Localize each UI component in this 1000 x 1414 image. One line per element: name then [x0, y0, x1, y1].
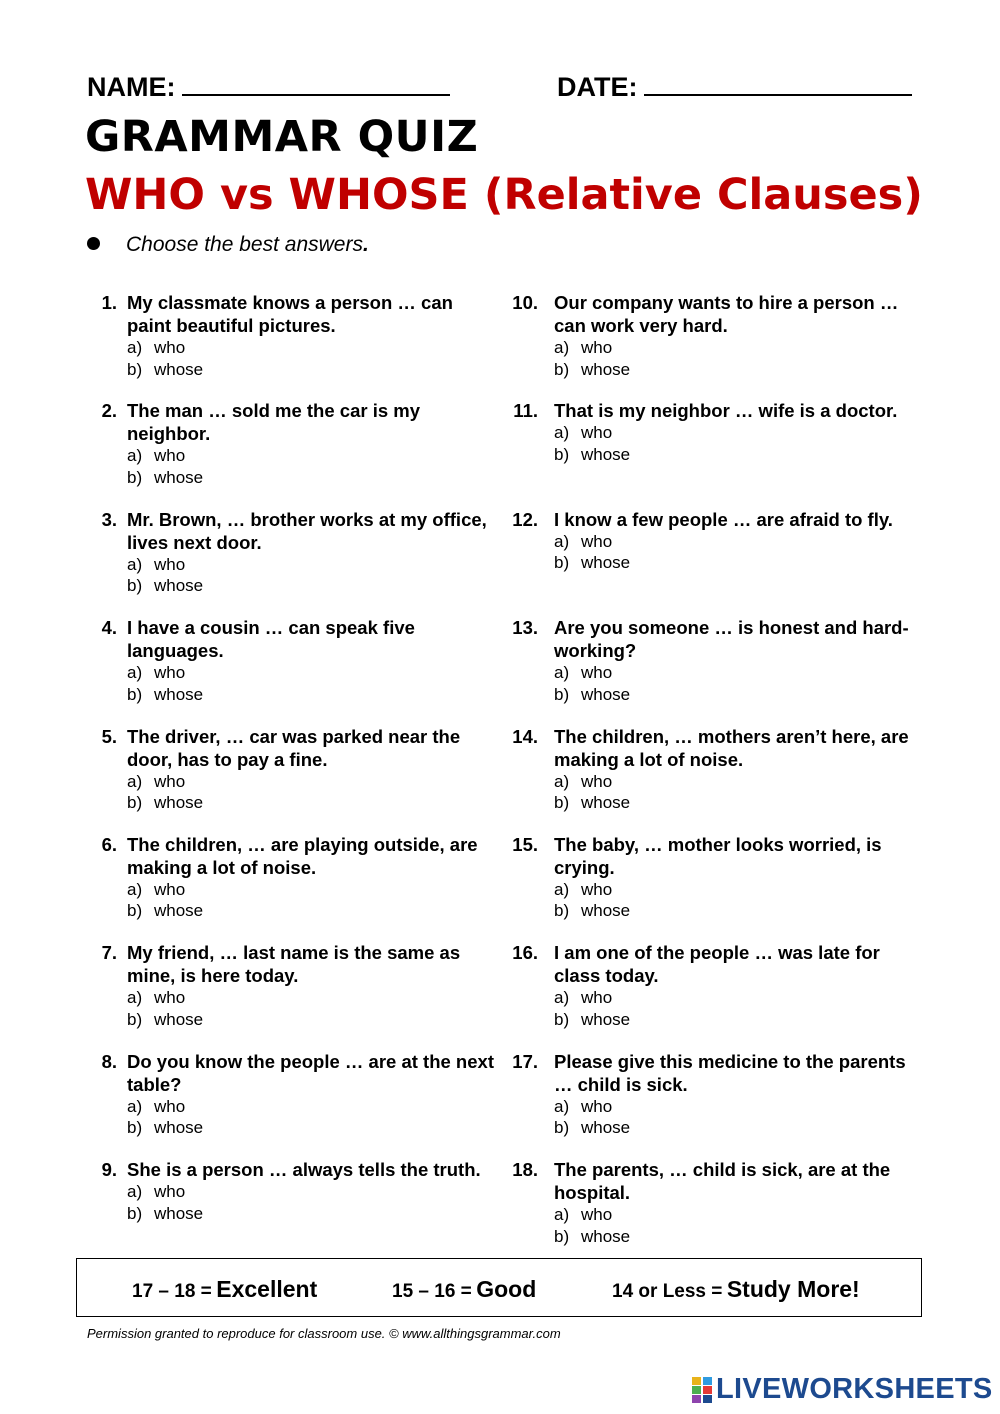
option-text: who: [581, 1096, 613, 1116]
option-text: who: [581, 338, 613, 357]
instruction-text: Choose the best answers: [126, 233, 363, 256]
option-text: who: [154, 554, 186, 574]
option-letter: a): [127, 879, 143, 899]
question-text: Please give this medicine to the parents … child is sick.: [554, 1050, 906, 1095]
answer-option[interactable]: [554, 771, 914, 793]
question-body: [127, 399, 497, 488]
answer-option[interactable]: [554, 1009, 914, 1031]
date-label: DATE:: [557, 72, 638, 102]
question-text: The parents, … child is sick, are at the hospital.: [554, 1159, 891, 1204]
question-text: That is my neighbor … wife is a doctor.: [554, 400, 898, 422]
question-body: [554, 616, 914, 705]
question-body: [554, 1158, 914, 1247]
questions-column-right: [500, 291, 920, 1267]
option-letter: a): [127, 988, 143, 1008]
answer-option[interactable]: [554, 359, 914, 381]
answer-option[interactable]: [127, 900, 497, 922]
option-text: whose: [154, 359, 204, 379]
option-text: who: [154, 1182, 186, 1202]
option-letter: b): [554, 359, 570, 379]
answer-option[interactable]: [127, 662, 497, 684]
question-body: [127, 1050, 497, 1139]
answer-option[interactable]: [127, 1181, 497, 1203]
answer-option[interactable]: [554, 444, 914, 466]
question-body: [554, 291, 914, 380]
score-good: [392, 1276, 536, 1303]
question-text: I know a few people … are afraid to fly.: [554, 508, 893, 530]
question-text: The man … sold me the car is my neighbor.: [127, 400, 421, 445]
question-body: [554, 725, 914, 814]
option-letter: b): [127, 1118, 143, 1138]
option-text: who: [581, 879, 613, 899]
question-item: [500, 833, 920, 941]
questions-column-left: [87, 291, 507, 1267]
option-letter: b): [554, 444, 570, 464]
option-text: who: [154, 1096, 186, 1116]
answer-option[interactable]: [554, 552, 914, 574]
question-body: [127, 291, 497, 380]
question-number: 7.: [101, 942, 117, 964]
date-blank-line[interactable]: [644, 70, 912, 96]
question-item: [87, 399, 507, 507]
answer-option[interactable]: [554, 1226, 914, 1248]
answer-option[interactable]: [554, 1117, 914, 1139]
option-letter: a): [554, 663, 570, 683]
option-text: whose: [154, 1118, 204, 1138]
question-text: Do you know the people … are at the next table?: [127, 1050, 494, 1095]
answer-option[interactable]: [127, 1117, 497, 1139]
question-number: 1.: [101, 292, 117, 313]
answer-option[interactable]: [554, 662, 914, 684]
option-text: whose: [154, 901, 204, 921]
option-letter: a): [554, 879, 570, 899]
option-text: whose: [581, 553, 631, 573]
answer-option[interactable]: [127, 575, 497, 597]
question-body: [127, 1158, 497, 1224]
score-label: Good: [476, 1276, 537, 1302]
question-number: 12.: [512, 508, 538, 530]
question-body: [127, 508, 497, 597]
answer-option[interactable]: [127, 554, 497, 576]
answer-option[interactable]: [127, 1009, 497, 1031]
option-letter: a): [554, 1096, 570, 1116]
question-text: I have a cousin … can speak five languages.: [127, 617, 415, 662]
page-subtitle: WHO vs WHOSE (Relative Clauses): [85, 170, 923, 220]
question-item: [500, 941, 920, 1049]
option-letter: a): [127, 1096, 143, 1116]
question-number: 14.: [512, 725, 538, 747]
answer-option[interactable]: [554, 792, 914, 814]
answer-option[interactable]: [554, 987, 914, 1009]
brand-name: LIVEWORKSHEETS: [716, 1373, 993, 1405]
option-letter: a): [127, 554, 143, 574]
option-letter: a): [554, 338, 570, 357]
score-excellent: [132, 1276, 317, 1303]
option-letter: a): [127, 771, 143, 791]
option-text: whose: [154, 1009, 204, 1029]
answer-option[interactable]: [554, 684, 914, 706]
question-item: [87, 291, 507, 399]
answer-option[interactable]: [554, 1096, 914, 1118]
option-text: who: [581, 663, 613, 683]
question-text: The baby, … mother looks worried, is crying.: [554, 833, 882, 878]
question-number: 18.: [512, 1159, 538, 1181]
question-item: [500, 725, 920, 833]
option-letter: a): [554, 1205, 570, 1225]
question-number: 15.: [512, 833, 538, 855]
question-number: 13.: [512, 617, 538, 639]
option-text: whose: [581, 1226, 631, 1246]
question-number: 9.: [101, 1159, 117, 1181]
score-range: 14 or Less =: [612, 1281, 723, 1302]
option-text: who: [581, 423, 613, 443]
option-letter: a): [554, 423, 570, 443]
answer-option[interactable]: [127, 467, 497, 489]
question-number: 2.: [101, 400, 117, 422]
option-text: who: [154, 988, 186, 1008]
option-letter: a): [127, 446, 143, 466]
question-body: [554, 399, 914, 465]
question-item: [87, 508, 507, 616]
question-body: [127, 941, 497, 1030]
question-text: I am one of the people … was late for class today.: [554, 942, 880, 987]
answer-option[interactable]: [127, 359, 497, 381]
option-letter: b): [127, 684, 143, 704]
question-number: 5.: [101, 725, 117, 747]
question-text: She is a person … always tells the truth.: [127, 1159, 481, 1181]
question-body: [554, 941, 914, 1030]
name-label: NAME:: [87, 72, 176, 102]
permission-footer: Permission granted to reproduce for classroom use. © www.allthingsgrammar.com: [87, 1326, 561, 1341]
bullet-icon: [87, 237, 100, 250]
option-text: whose: [154, 684, 204, 704]
score-study-more: [612, 1276, 860, 1303]
answer-option[interactable]: [127, 1096, 497, 1118]
option-letter: b): [554, 901, 570, 921]
date-field: [557, 70, 912, 103]
option-text: who: [154, 663, 186, 683]
question-item: [87, 616, 507, 724]
answer-option[interactable]: [127, 1203, 497, 1225]
option-text: whose: [581, 1009, 631, 1029]
answer-option[interactable]: [127, 792, 497, 814]
answer-option[interactable]: [554, 422, 914, 444]
answer-option[interactable]: [127, 684, 497, 706]
option-text: whose: [581, 359, 631, 379]
option-text: whose: [581, 1118, 631, 1138]
answer-option[interactable]: [554, 531, 914, 553]
option-letter: b): [554, 1226, 570, 1246]
answer-option[interactable]: [554, 900, 914, 922]
score-range: 17 – 18 =: [132, 1281, 212, 1302]
question-item: [87, 725, 507, 833]
option-letter: b): [127, 901, 143, 921]
option-letter: a): [554, 988, 570, 1008]
question-body: [127, 616, 497, 705]
option-text: who: [154, 446, 186, 466]
question-number: 8.: [101, 1050, 117, 1072]
question-item: [500, 291, 920, 399]
liveworksheets-logo-icon: [692, 1377, 712, 1403]
question-item: [87, 1158, 507, 1266]
option-text: whose: [154, 576, 204, 596]
option-letter: b): [127, 467, 143, 487]
option-text: whose: [154, 467, 204, 487]
answer-option[interactable]: [127, 337, 497, 359]
option-letter: b): [127, 576, 143, 596]
option-letter: b): [127, 1203, 143, 1223]
option-letter: a): [127, 1182, 143, 1202]
option-letter: b): [554, 684, 570, 704]
question-item: [500, 1158, 920, 1266]
answer-option[interactable]: [554, 1204, 914, 1226]
option-text: who: [154, 338, 186, 357]
option-letter: a): [127, 663, 143, 683]
option-letter: b): [554, 553, 570, 573]
question-text: Mr. Brown, … brother works at my office, lives next door.: [127, 508, 487, 553]
question-number: 6.: [101, 833, 117, 855]
option-letter: a): [554, 531, 570, 551]
option-text: whose: [581, 901, 631, 921]
answer-option[interactable]: [127, 771, 497, 793]
question-item: [87, 941, 507, 1049]
option-text: who: [581, 1205, 613, 1225]
option-letter: b): [554, 793, 570, 813]
option-text: who: [581, 531, 613, 551]
scoring-box: [76, 1258, 922, 1317]
answer-option[interactable]: [554, 337, 914, 359]
answer-option[interactable]: [127, 445, 497, 467]
question-item: [87, 1050, 507, 1158]
question-item: [87, 833, 507, 941]
option-text: whose: [581, 444, 631, 464]
question-body: [554, 508, 914, 574]
question-item: [500, 399, 920, 507]
option-text: whose: [581, 684, 631, 704]
answer-option[interactable]: [127, 987, 497, 1009]
option-letter: a): [554, 771, 570, 791]
name-field: [87, 70, 450, 103]
question-text: My classmate knows a person … can paint beautiful pictures.: [127, 292, 453, 336]
option-text: whose: [154, 793, 204, 813]
question-item: [500, 1050, 920, 1158]
option-letter: b): [554, 1118, 570, 1138]
option-letter: b): [127, 359, 143, 379]
option-letter: b): [127, 1009, 143, 1029]
question-body: [127, 725, 497, 814]
option-letter: b): [554, 1009, 570, 1029]
instruction-period: .: [362, 233, 369, 256]
question-number: 11.: [513, 400, 538, 422]
name-date-row: [87, 70, 917, 106]
question-body: [554, 1050, 914, 1139]
question-number: 17.: [512, 1050, 538, 1072]
option-text: who: [581, 988, 613, 1008]
question-number: 3.: [101, 508, 117, 530]
answer-option[interactable]: [127, 879, 497, 901]
score-range: 15 – 16 =: [392, 1281, 472, 1302]
question-text: The children, … are playing outside, are making a lot of noise.: [127, 833, 478, 878]
option-letter: b): [127, 793, 143, 813]
name-blank-line[interactable]: [182, 70, 450, 96]
option-text: who: [154, 879, 186, 899]
score-label: Study More!: [726, 1276, 860, 1302]
question-number: 10.: [512, 292, 538, 313]
question-body: [554, 833, 914, 922]
question-text: The children, … mothers aren’t here, are making a lot of noise.: [554, 725, 909, 770]
option-letter: a): [127, 338, 143, 357]
option-text: whose: [154, 1203, 204, 1223]
question-text: The driver, … car was parked near the door, has to pay a fine.: [127, 725, 461, 770]
question-text: Are you someone … is honest and hard-working?: [554, 617, 909, 662]
question-item: [500, 616, 920, 724]
score-label: Excellent: [216, 1276, 318, 1302]
question-text: Our company wants to hire a person … can work very hard.: [554, 292, 899, 336]
instruction-line: [87, 233, 369, 257]
question-number: 16.: [512, 942, 538, 964]
option-text: whose: [581, 793, 631, 813]
question-body: [127, 833, 497, 922]
option-text: who: [154, 771, 186, 791]
answer-option[interactable]: [554, 879, 914, 901]
question-number: 4.: [101, 617, 117, 639]
question-text: My friend, … last name is the same as mine, is here today.: [127, 942, 461, 987]
option-text: who: [581, 771, 613, 791]
page-title: GRAMMAR QUIZ: [85, 112, 479, 162]
question-item: [500, 508, 920, 616]
